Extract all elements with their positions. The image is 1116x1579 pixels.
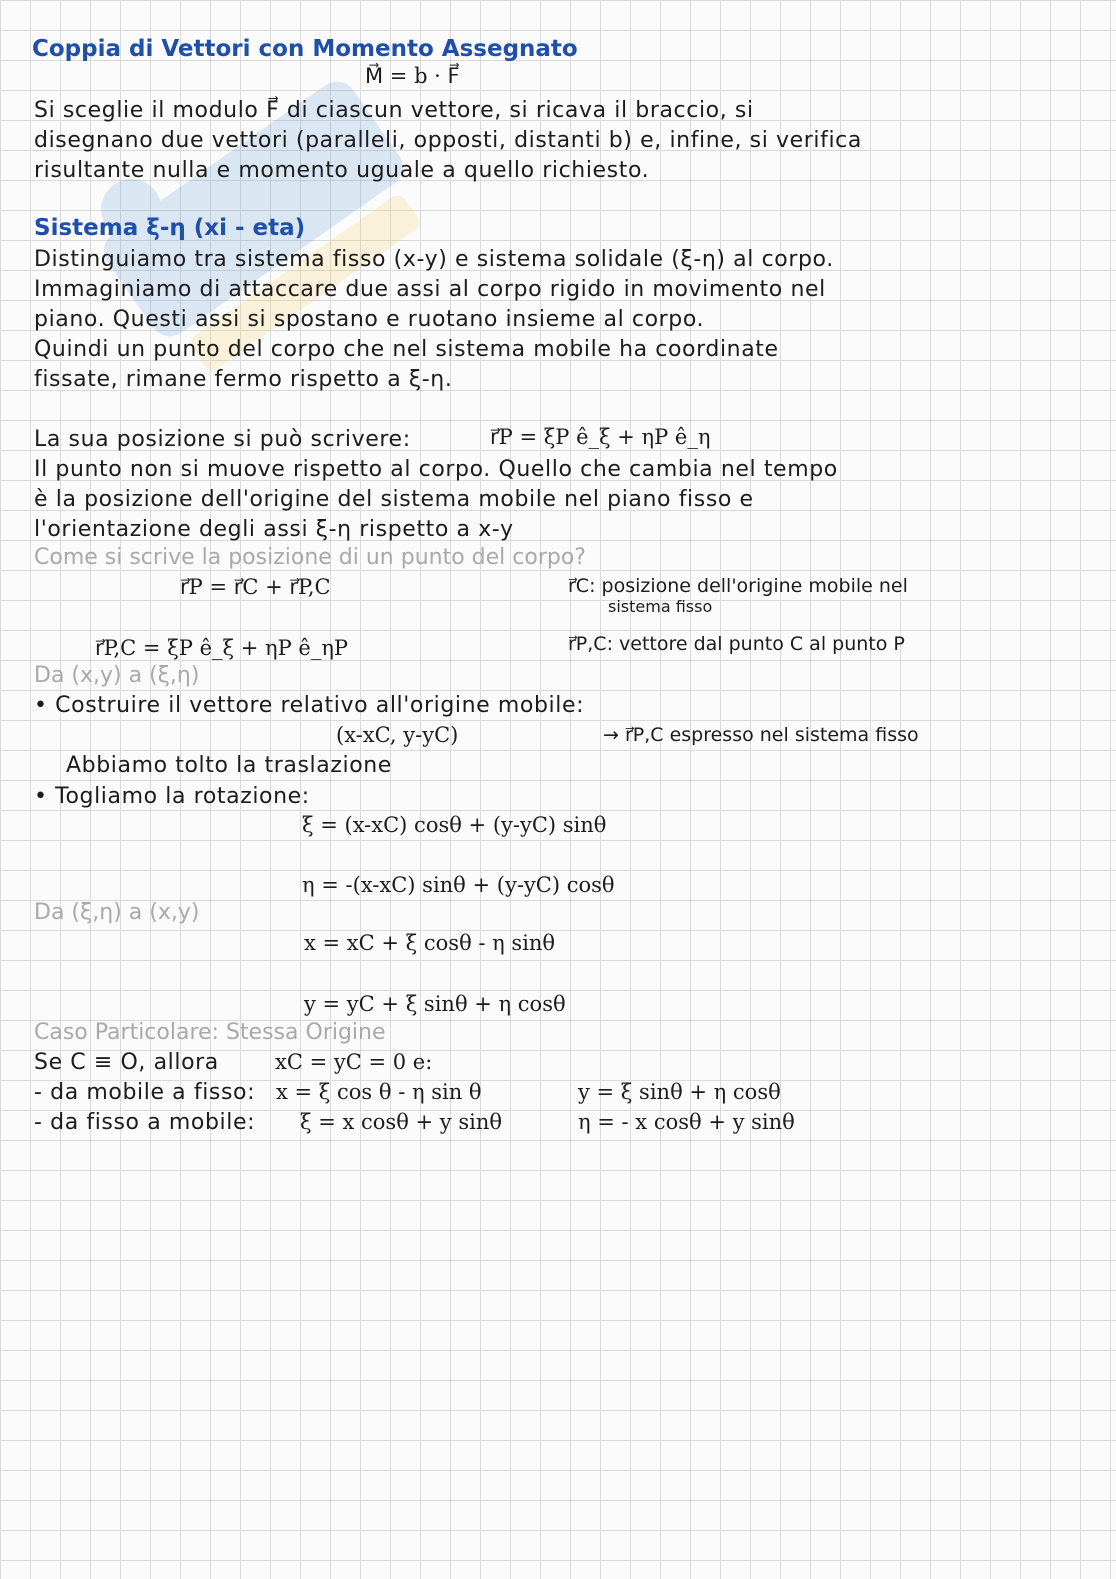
rc-description-cont: sistema fisso	[608, 597, 713, 616]
paragraph-line: Distinguiamo tra sistema fisso (x-y) e sistema solidale (ξ-η) al corpo.	[34, 247, 834, 272]
fixed-to-mobile-eta: η = - x cosθ + y sinθ	[578, 1110, 795, 1134]
paragraph-line: Si sceglie il modulo F⃗ di ciascun vettore, si ricava il braccio, si	[34, 98, 754, 123]
paragraph-line: Quindi un punto del corpo che nel sistema mobile ha coordinate	[34, 337, 779, 362]
rpc-description: r⃗P,C: vettore dal punto C al punto P	[568, 633, 905, 655]
section-title-posizione: Come si scrive la posizione di un punto del corpo?	[34, 545, 586, 570]
position-formula: r⃗P = ξP ê_ξ + ηP ê_η	[490, 425, 711, 449]
section-title-caso-particolare: Caso Particolare: Stessa Origine	[34, 1020, 386, 1045]
paragraph-line: risultante nulla e momento uguale a quello richiesto.	[34, 158, 650, 183]
fixed-to-mobile-xi: ξ = x cosθ + y sinθ	[300, 1110, 503, 1134]
section-title-da-xieta: Da (ξ,η) a (x,y)	[34, 900, 200, 925]
section-title-da-xy: Da (x,y) a (ξ,η)	[34, 663, 200, 688]
bullet-togliamo: • Togliamo la rotazione:	[34, 784, 310, 809]
bullet-costruire: • Costruire il vettore relativo all'origine mobile:	[34, 693, 585, 718]
section-title-coppia: Coppia di Vettori con Momento Assegnato	[32, 36, 578, 62]
paragraph-line: Il punto non si muove rispetto al corpo. Quello che cambia nel tempo	[34, 457, 838, 482]
condition-equation: xC = yC = 0 e:	[275, 1050, 433, 1074]
paragraph-line: fissate, rimane fermo rispetto a ξ-η.	[34, 367, 453, 392]
formula-rp: r⃗P = r⃗C + r⃗P,C	[180, 575, 331, 599]
relative-vector-note: → r⃗P,C espresso nel sistema fisso	[603, 724, 919, 746]
mobile-to-fixed-x: x = ξ cos θ - η sin θ	[276, 1080, 482, 1104]
xi-equation: ξ = (x-xC) cosθ + (y-yC) sinθ	[302, 813, 607, 837]
fixed-to-mobile-label: - da fisso a mobile:	[34, 1110, 256, 1135]
eta-equation: η = -(x-xC) sinθ + (y-yC) cosθ	[302, 873, 615, 897]
paragraph-line: disegnano due vettori (paralleli, opposti, distanti b) e, infine, si verifica	[34, 128, 862, 153]
mobile-to-fixed-y: y = ξ sinθ + η cosθ	[578, 1080, 781, 1104]
x-equation: x = xC + ξ cosθ - η sinθ	[304, 931, 556, 955]
paragraph-line: Immaginiamo di attaccare due assi al corpo rigido in movimento nel	[34, 277, 826, 302]
moment-formula: M⃗ = b · F⃗	[365, 64, 460, 88]
position-intro: La sua posizione si può scrivere:	[34, 427, 411, 452]
rc-description: r⃗C: posizione dell'origine mobile nel	[568, 575, 908, 597]
relative-vector: (x-xC, y-yC)	[336, 723, 459, 747]
y-equation: y = yC + ξ sinθ + η cosθ	[304, 992, 566, 1016]
condition-text: Se C ≡ O, allora	[34, 1050, 219, 1075]
formula-rpc: r⃗P,C = ξP ê_ξ + ηP ê_ηP	[95, 636, 349, 660]
paragraph-line: piano. Questi assi si spostano e ruotano insieme al corpo.	[34, 307, 705, 332]
paragraph-line: è la posizione dell'origine del sistema mobile nel piano fisso e	[34, 487, 754, 512]
mobile-to-fixed-label: - da mobile a fisso:	[34, 1080, 256, 1105]
section-title-sistema: Sistema ξ-η (xi - eta)	[34, 215, 306, 241]
paragraph-line: l'orientazione degli assi ξ-η rispetto a x-y	[34, 517, 514, 542]
translation-note: Abbiamo tolto la traslazione	[66, 753, 392, 778]
